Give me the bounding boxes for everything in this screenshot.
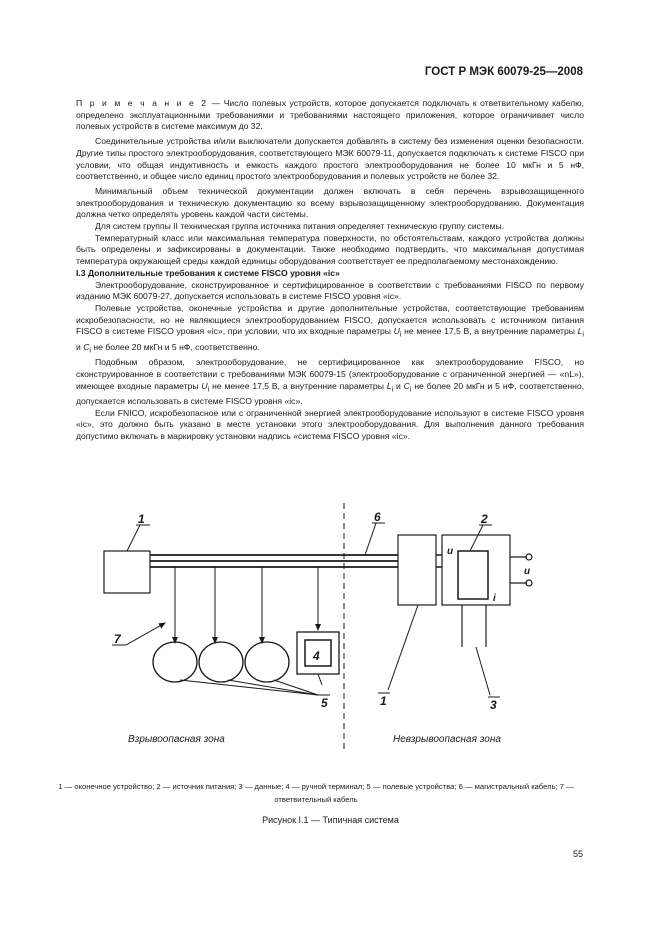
symbol-c: C — [83, 341, 90, 352]
p6-part-a: Полевые устройства, оконечные устройства и другие дополнительные устройства, соответствующие требованиям искробезопасности, но не являющиеся электрооборудованием FISCO, допускается использовать с источником питания FISCO в системе FISCO уровня «ic», при условии, что их входные параметры — [76, 302, 584, 337]
leader-line — [318, 674, 322, 685]
paragraph-8: Если FNICO, искробезопасное или с ограниченной энергией электрооборудование используют в системе FISCO уровня «ic», это должно быть указано в месте установки этого электрооборудования. Для выполнения данного требования допустимо включать в маркировку установки надпись «система FISCO уровня «ic». — [76, 407, 584, 442]
zone-hazardous-label: Взрывоопасная зона — [128, 734, 225, 745]
p7-part-b: не менее 17,5 В, а внутренние параметры — [209, 380, 387, 391]
label-2: 2 — [481, 512, 488, 526]
figure-legend: 1 — оконечное устройство; 2 — источник питания; 3 — данные; 4 — ручной терминал; 5 — полевые устройства; 6 — магистральный кабель; 7 — ответвительный кабель — [58, 782, 574, 804]
leader-line — [126, 623, 165, 645]
system-diagram — [0, 495, 661, 755]
symbol-u: U — [201, 380, 208, 391]
p7-part-d: не более 20 мкГн и 5 нФ, соответственно, допускается использовать в системе FISCO уровня «ic». — [76, 380, 584, 407]
leader-line — [470, 525, 483, 551]
note-paragraph — [76, 98, 584, 133]
note-text: — Число полевых устройств, которое допускается подключать к ответвительному кабелю, определено эксплуатационными требованиями и требованиями настоящего приложения, которое ограничивает число полевых устройств в системе максимум до 32. — [76, 98, 584, 132]
field-device — [245, 642, 289, 682]
symbol-l: L — [577, 326, 583, 337]
body-text — [76, 98, 584, 443]
label-7: 7 — [114, 632, 121, 646]
leader-line — [365, 523, 376, 555]
field-device — [153, 642, 197, 682]
label-4: 4 — [313, 649, 320, 663]
document-header: ГОСТ Р МЭК 60079-25—2008 — [424, 66, 583, 78]
leader-line — [228, 680, 318, 695]
symbol-sub: i — [391, 385, 394, 394]
paragraph-4: Температурный класс или максимальная температура поверхности, по обстоятельствам, каждого устройства должны быть определены и зафиксированы в документации. Также необходимо подтвердить, что максимальная допустимая температура окружающей среды каждой единицы оборудования соответствует ее предполагаемому местонахождению. — [76, 232, 584, 267]
label-u-right: u — [524, 566, 531, 577]
terminator-box-safe — [398, 535, 436, 605]
paragraph-3: Для систем группы II техническая группа источника питания определяет техническую группу системы. — [95, 221, 505, 232]
field-device — [199, 642, 243, 682]
page-number: 55 — [572, 849, 583, 859]
p6-part-d: не более 20 мкГн и 5 нФ, соответственно. — [91, 341, 260, 352]
power-supply-inner — [458, 551, 488, 599]
paragraph-6 — [76, 303, 584, 357]
label-3: 3 — [490, 698, 497, 712]
paragraph-7 — [76, 357, 584, 408]
symbol-l: L — [386, 380, 392, 391]
symbol-sub: i — [89, 346, 92, 355]
paragraph-5: Электрооборудование, сконструированное и сертифицированное в соответствии с требованиями FISCO по первому изданию МЭК 60079-27, допускается использовать в системе FISCO уровня «ic». — [76, 279, 584, 302]
zone-safe-label: Невзрывоопасная зона — [393, 734, 501, 745]
p6-part-b: не менее 17,5 В, а внутренние параметры — [401, 326, 578, 337]
p7-part-c: и — [393, 380, 404, 391]
paragraph-1: Соединительные устройства и/или выключатели допускается добавлять в систему без изменения оценки безопасности. Другие типы простого электрооборудования, соответствующего МЭК 60079-11, допускается подключать к системе FISCO при условии, что общая индуктивность и емкость каждого простого электрооборудования не более 10 мкГн и 5 нФ, соответственно, и общее число единиц простого электрооборудования и полевых устройств не более 32. — [76, 136, 584, 182]
p7-part-a: Подобным образом, электрооборудование, не сертифицированное как электрооборудование FISCO, но сконструированное в соответствии с требованиями МЭК 60079-15 (электрооборудование с ограниченной энергией — «nL»), имеющее входные параметры — [76, 357, 584, 391]
leader-line — [127, 525, 140, 551]
p6-part-c: и — [76, 341, 84, 352]
symbol-c: C — [403, 380, 410, 391]
section-heading: I.3 Дополнительные требования к системе FISCO уровня «ic» — [76, 267, 340, 278]
figure-title: Рисунок I.1 — Типичная система — [262, 815, 399, 825]
symbol-sub: i — [207, 385, 210, 394]
symbol-u: U — [393, 326, 400, 337]
terminator-box — [104, 551, 150, 593]
label-u-left: u — [447, 546, 454, 557]
leader-line — [476, 647, 490, 695]
leader-line — [388, 605, 418, 690]
label-i: i — [493, 593, 496, 604]
symbol-sub: i — [582, 331, 584, 340]
symbol-sub: i — [399, 331, 402, 340]
label-1: 1 — [138, 512, 145, 526]
paragraph-2: Минимальный объем технической документации должен включать в себя перечень взрывозащищенного электрооборудования и техническую документацию ко всему взрывозащищенному электрооборудованию. Документация должна четко определять уровень каждой части системы. — [76, 185, 584, 220]
label-5: 5 — [321, 696, 328, 710]
note-prefix: П р и м е ч а н и е 2 — [76, 98, 209, 108]
label-6: 6 — [374, 510, 381, 524]
label-1-safe: 1 — [380, 694, 387, 708]
symbol-sub: i — [409, 385, 412, 394]
